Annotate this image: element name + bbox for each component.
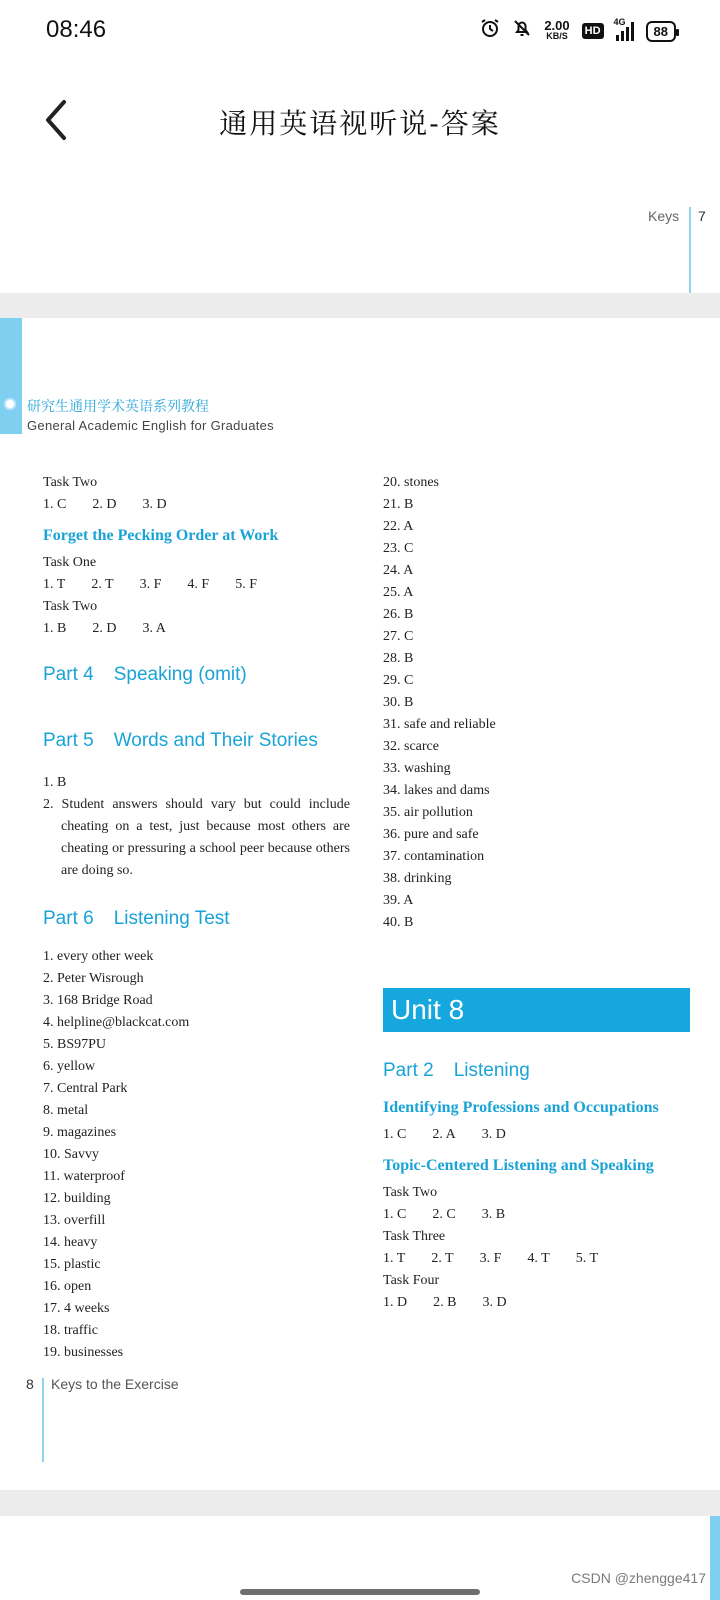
list-item: 1. B (43, 775, 67, 790)
answer: 3. A (142, 621, 166, 636)
answer: 1. C (383, 1127, 407, 1142)
answer: 3. D (481, 1127, 506, 1142)
network-speed-value: 2.00 (544, 18, 570, 33)
list-item: 39. A (383, 893, 414, 908)
list-item: 24. A (383, 563, 414, 578)
answer-row (383, 1292, 690, 1314)
part-number: Part 4 (43, 664, 94, 685)
list-item: 15. plastic (43, 1257, 101, 1272)
list-item: 36. pure and safe (383, 827, 479, 842)
answer: 3. D (142, 497, 167, 512)
list-item: 21. B (383, 497, 414, 512)
list-item: 20. stones (383, 475, 439, 490)
answer: 1. C (43, 497, 67, 512)
network-speed-unit: KB/S (546, 31, 568, 41)
task-label: Task Two (43, 599, 98, 614)
page-divider (0, 293, 720, 319)
list-item: 1. every other week (43, 949, 154, 964)
alarm-icon (480, 18, 500, 44)
list-item: 22. A (383, 519, 414, 534)
answer-row (383, 1248, 690, 1270)
answer: 2. D (92, 621, 117, 636)
answer: 2. C (432, 1207, 456, 1222)
part-number: Part 2 (383, 1060, 434, 1081)
status-time: 08:46 (46, 16, 107, 43)
answer: 2. D (92, 497, 117, 512)
part-title: Words and Their Stories (113, 730, 318, 751)
list-item: 31. safe and reliable (383, 717, 496, 732)
part-heading (383, 1058, 690, 1084)
list-item: 6. yellow (43, 1059, 96, 1074)
part-title: Speaking (omit) (113, 664, 247, 685)
page-divider (0, 1490, 720, 1516)
list-item: 18. traffic (43, 1323, 98, 1338)
list-item: 32. scarce (383, 739, 439, 754)
section-heading: Topic-Centered Listening and Speaking (383, 1157, 654, 1174)
list-item: 33. washing (383, 761, 451, 776)
answer-row (43, 494, 350, 516)
part-number: Part 6 (43, 908, 94, 929)
list-item: 34. lakes and dams (383, 783, 490, 798)
list-item: 28. B (383, 651, 414, 666)
watermark: CSDN @zhengge417 (571, 1570, 706, 1586)
task-label: Task Three (383, 1229, 446, 1244)
list-item: 12. building (43, 1191, 111, 1206)
page-tab (0, 318, 22, 434)
list-item: 30. B (383, 695, 414, 710)
answer: 4. T (527, 1251, 550, 1266)
hd-badge: HD (582, 23, 604, 39)
answer: 3. F (479, 1251, 502, 1266)
listening-list-left (43, 946, 350, 1364)
list-item: 26. B (383, 607, 414, 622)
answer-row (383, 1204, 690, 1226)
list-item: 2. Student answers should vary but could include cheating on a test, just because most others are cheating or pressuring a school peer because others are doing so. (43, 797, 350, 878)
home-indicator[interactable] (240, 1589, 480, 1595)
answer-row (43, 618, 350, 640)
signal-icon (613, 17, 634, 41)
back-button[interactable] (38, 96, 78, 144)
list-item: 4. helpline@blackcat.com (43, 1015, 190, 1030)
listening-list-right (383, 472, 690, 934)
task-label: Task Two (43, 475, 98, 490)
right-column (383, 472, 690, 1314)
app-header (0, 80, 720, 160)
network-speed (544, 20, 569, 42)
answer: 5. F (235, 577, 258, 592)
chevron-left-icon (38, 96, 78, 144)
list-item: 16. open (43, 1279, 92, 1294)
part-title: Listening Test (113, 908, 230, 929)
answer: 1. D (383, 1295, 408, 1310)
list-item: 35. air pollution (383, 805, 473, 820)
list-item: 11. waterproof (43, 1169, 125, 1184)
part-title: Listening (453, 1060, 530, 1081)
section-heading: Forget the Pecking Order at Work (43, 527, 279, 544)
part-heading (43, 728, 350, 754)
list-item: 13. overfill (43, 1213, 106, 1228)
answer: 5. T (575, 1251, 599, 1266)
answer: 2. B (433, 1295, 457, 1310)
list-item: 19. businesses (43, 1345, 124, 1360)
list-item: 40. B (383, 915, 414, 930)
answer: 2. A (432, 1127, 456, 1142)
answer: 4. F (187, 577, 210, 592)
tab-dot-icon (4, 398, 16, 410)
task-label: Task Four (383, 1273, 440, 1288)
answer: 3. B (481, 1207, 506, 1222)
list-item: 17. 4 weeks (43, 1301, 110, 1316)
list-item: 2. Peter Wisrough (43, 971, 144, 986)
list-item: 37. contamination (383, 849, 485, 864)
answer: 1. T (43, 577, 66, 592)
network-type: 4G (613, 17, 626, 27)
page7-running-head: Keys (648, 208, 680, 224)
part-number: Part 5 (43, 730, 94, 751)
task-label: Task Two (383, 1185, 438, 1200)
status-icons (480, 18, 676, 44)
answer: 2. T (91, 577, 114, 592)
answer: 1. C (383, 1207, 407, 1222)
series-title-cn: 研究生通用学术英语系列教程 (27, 399, 209, 415)
list-item: 9. magazines (43, 1125, 117, 1140)
battery-icon: 88 (646, 21, 676, 42)
task-label: Task One (43, 555, 97, 570)
list-item: 25. A (383, 585, 414, 600)
left-column (43, 472, 350, 1364)
list-item: 5. BS97PU (43, 1037, 107, 1052)
section-heading: Identifying Professions and Occupations (383, 1099, 659, 1116)
list-item: 7. Central Park (43, 1081, 128, 1096)
part-heading (43, 906, 350, 932)
series-title-en: General Academic English for Graduates (27, 418, 274, 433)
list-item: 38. drinking (383, 871, 452, 886)
list-item: 14. heavy (43, 1235, 98, 1250)
page-title: 通用英语视听说-答案 (219, 107, 501, 140)
answer: 3. F (139, 577, 162, 592)
list-item: 3. 168 Bridge Road (43, 993, 153, 1008)
answer: 2. T (431, 1251, 454, 1266)
list-item: 27. C (383, 629, 414, 644)
part-heading (43, 662, 350, 688)
list-item: 23. C (383, 541, 414, 556)
answer-row (383, 1124, 690, 1146)
status-bar (0, 0, 720, 64)
next-page-tab (710, 1516, 720, 1600)
page8-running-foot: Keys to the Exercise (51, 1376, 179, 1392)
answer: 1. T (383, 1251, 406, 1266)
answer-row (43, 574, 350, 596)
book-page-8 (0, 318, 720, 1488)
page8-rule (42, 1378, 44, 1462)
list-item: 29. C (383, 673, 414, 688)
answer: 1. B (43, 621, 67, 636)
list-item: 10. Savvy (43, 1147, 99, 1162)
page8-number: 8 (26, 1376, 34, 1392)
mute-bell-icon (512, 18, 532, 44)
answer: 3. D (482, 1295, 507, 1310)
list-item: 8. metal (43, 1103, 89, 1118)
page7-number: 7 (698, 208, 706, 224)
page7-rule (689, 207, 691, 293)
unit-banner: Unit 8 (383, 988, 690, 1032)
